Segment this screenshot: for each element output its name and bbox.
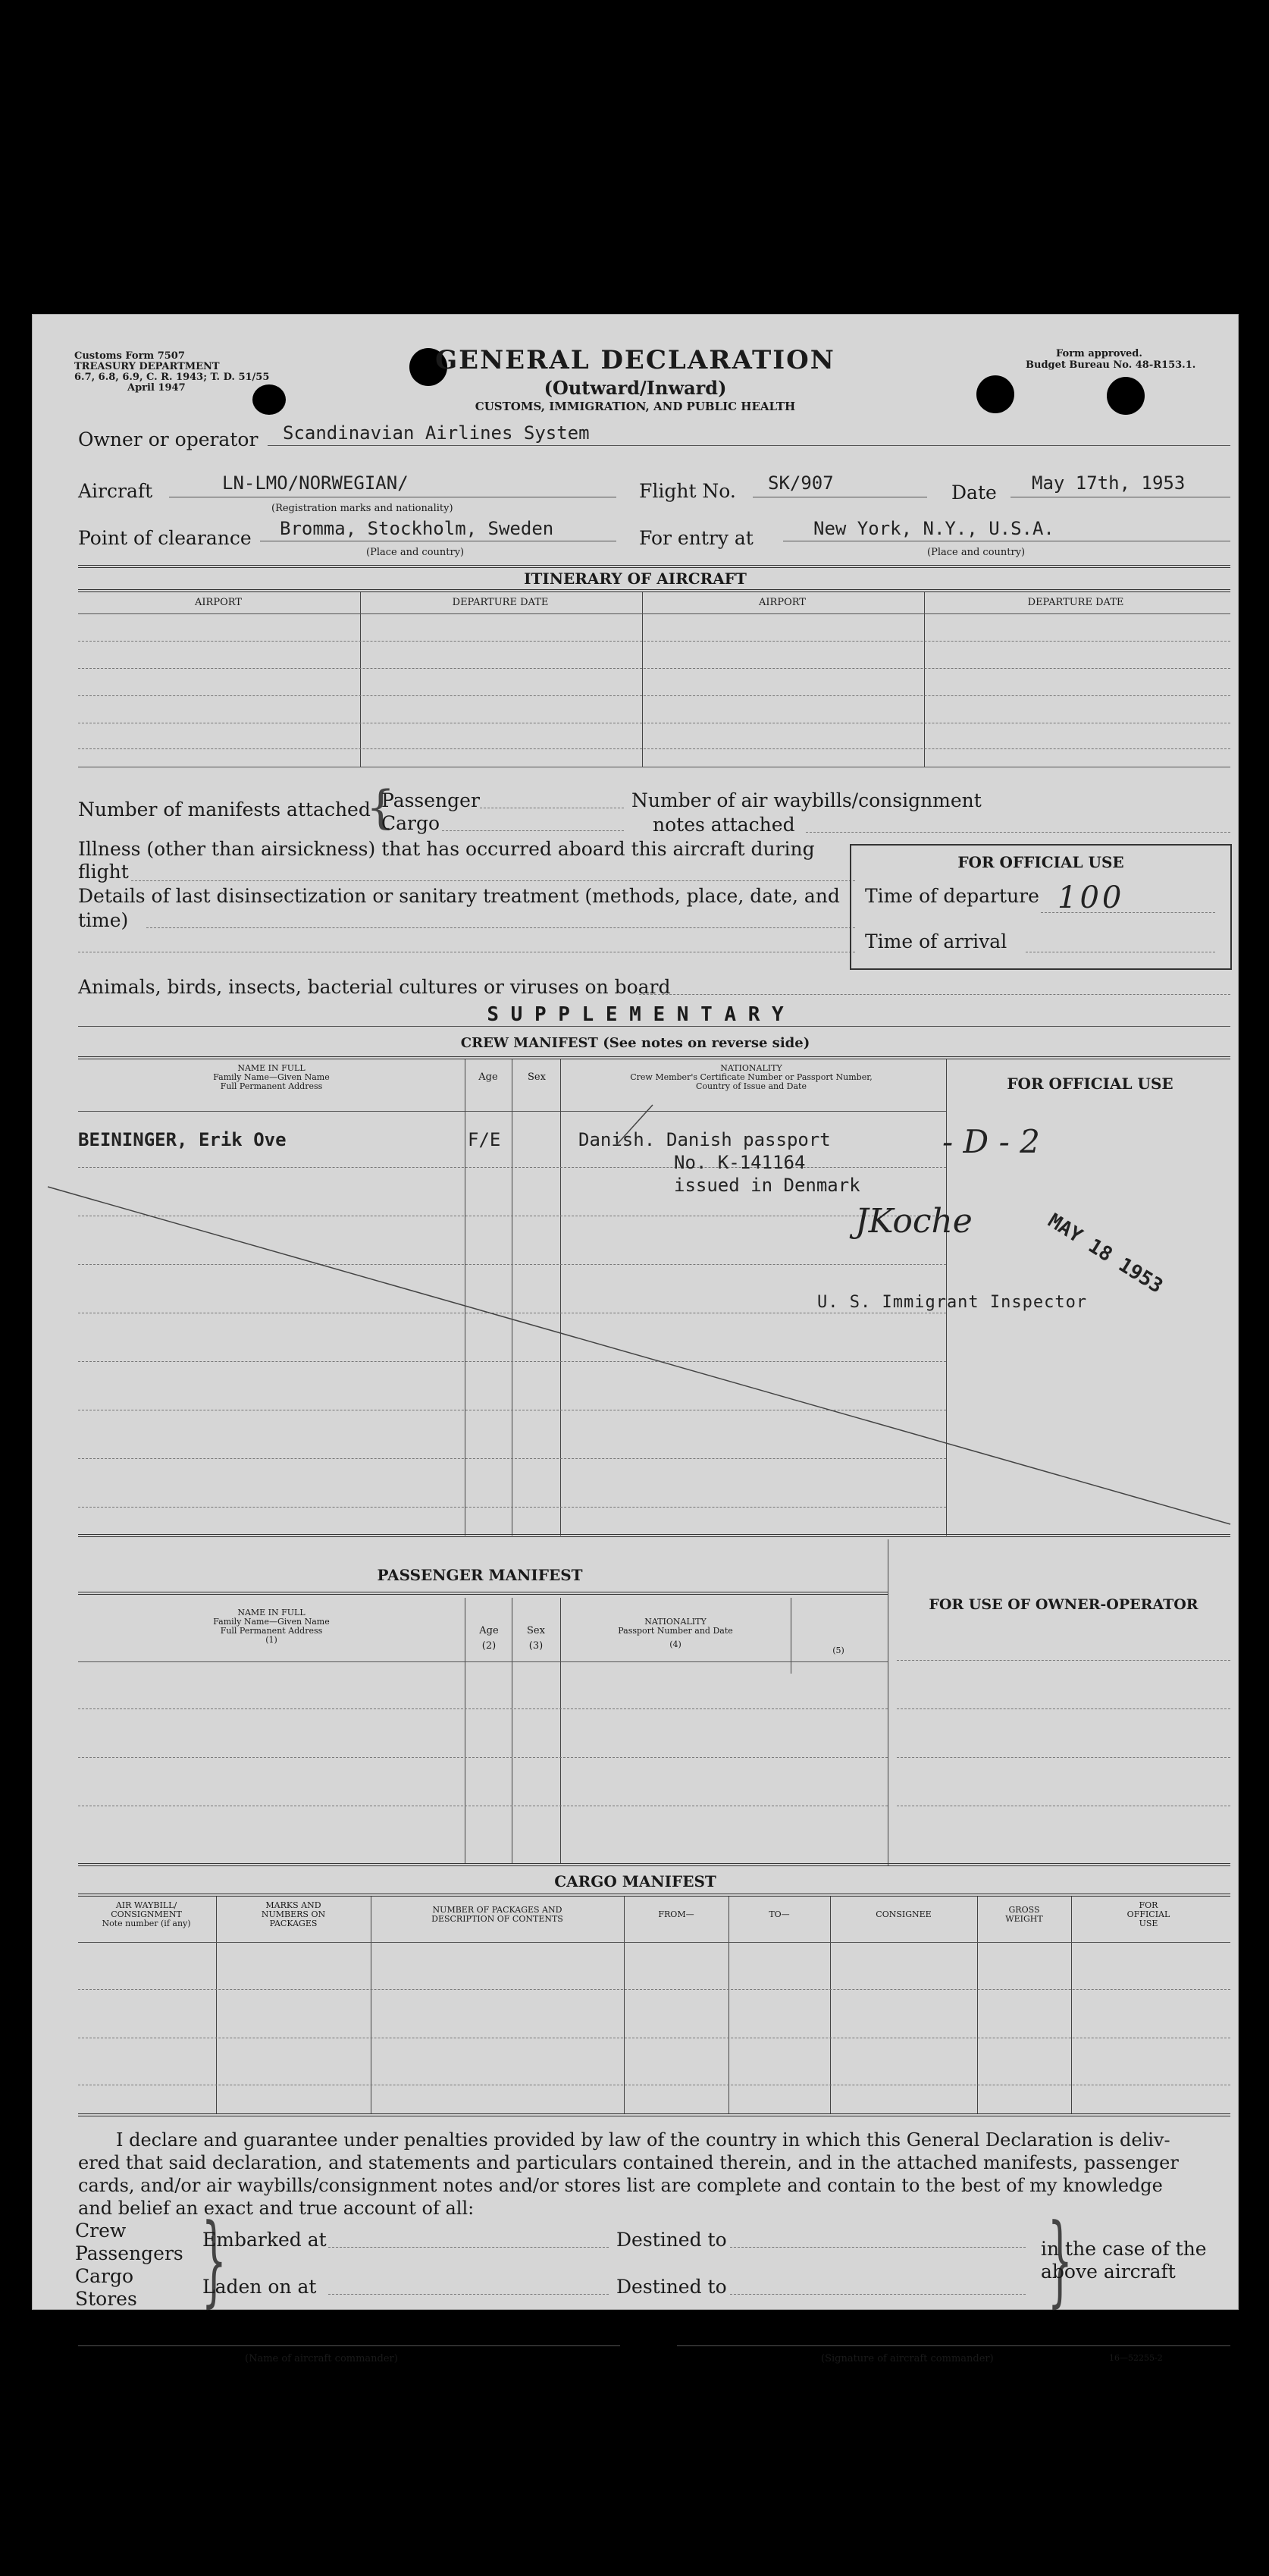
- cargo-col-marks: [218, 1901, 369, 1928]
- inspector-signature: JKoche: [855, 1202, 973, 1241]
- cargo-col-waybill-2: CONSIGNMENT: [111, 1909, 182, 1919]
- passengers-word: Passengers: [75, 2242, 183, 2264]
- illness-label: Illness (other than airsickness) that has occurred aboard this aircraft during: [78, 838, 815, 860]
- crew-col-sex: Sex: [528, 1072, 546, 1083]
- arrival-time-label: Time of arrival: [865, 930, 1007, 952]
- passenger-col-nat-title: NATIONALITY: [644, 1617, 707, 1627]
- itinerary-col-airport-2: AIRPORT: [759, 597, 806, 608]
- passenger-col-2: (2): [481, 1640, 497, 1652]
- crew-col-name-sub: Family Name—Given Name: [213, 1072, 330, 1082]
- agencies-line: CUSTOMS, IMMIGRATION, AND PUBLIC HEALTH: [475, 400, 796, 413]
- cargo-col-marks-1: MARKS AND: [265, 1900, 321, 1910]
- crew-member-passport-number: No. K-141164: [674, 1152, 806, 1173]
- owner-label: Owner or operator: [78, 428, 258, 450]
- flight-label: Flight No.: [639, 480, 736, 502]
- embarked-label: Embarked at: [202, 2229, 327, 2251]
- entry-value: New York, N.Y., U.S.A.: [813, 518, 1054, 539]
- passenger-col-age: [466, 1624, 512, 1654]
- departure-time-value: 100: [1058, 880, 1125, 915]
- aircraft-note: (Registration marks and nationality): [271, 503, 453, 514]
- stores-word: Stores: [75, 2288, 137, 2310]
- clearance-label: Point of clearance: [78, 527, 252, 549]
- passenger-col-name-title: NAME IN FULL: [237, 1608, 306, 1617]
- crew-col-name-sub2: Full Permanent Address: [220, 1081, 323, 1091]
- waybills-label: Number of air waybills/consignment: [631, 789, 982, 811]
- time-word: time): [78, 909, 129, 931]
- passenger-col-age-title: Age: [479, 1625, 499, 1636]
- destined-label-1: Destined to: [616, 2229, 727, 2251]
- passenger-col-sex-title: Sex: [527, 1625, 545, 1636]
- brace-icon: {: [366, 781, 396, 834]
- stamp-date: MAY 18 1953: [1044, 1210, 1167, 1298]
- customs-form-number: Customs Form 7507: [74, 350, 185, 362]
- cargo-col-weight: [979, 1906, 1070, 1924]
- commander-signature-label: (Signature of aircraft commander): [821, 2353, 994, 2364]
- form-references: 6.7, 6.8, 6.9, C. R. 1943; T. D. 51/55: [74, 372, 270, 383]
- cargo-col-weight-1: GROSS: [1008, 1905, 1040, 1915]
- passenger-col-name-sub2: Full Permanent Address: [220, 1626, 323, 1636]
- inspector-stamp: U. S. Immigrant Inspector: [817, 1293, 1088, 1312]
- declaration-form: [32, 314, 1239, 2364]
- declaration-line-4: and belief an exact and true account of all:: [78, 2198, 475, 2219]
- budget-number: Budget Bureau No. 48-R153.1.: [1026, 359, 1196, 371]
- cargo-col-marks-3: PACKAGES: [269, 1919, 318, 1928]
- notes-attached-label: notes attached: [653, 814, 795, 836]
- clearance-note: (Place and country): [366, 547, 465, 558]
- crew-col-age: Age: [478, 1072, 498, 1083]
- crew-col-nat-sub: Crew Member's Certificate Number or Passport Number,: [630, 1072, 873, 1082]
- print-code: 16—52255-2: [1109, 2353, 1163, 2363]
- flight-word: flight: [78, 861, 129, 883]
- cargo-word: Cargo: [75, 2265, 134, 2287]
- crew-col-nat-title: NATIONALITY: [720, 1063, 782, 1073]
- cargo-col-weight-2: WEIGHT: [1005, 1914, 1043, 1924]
- passenger-col-nat-sub: Passport Number and Date: [618, 1626, 733, 1636]
- declaration-line-3: cards, and/or air waybills/consignment notes and/or stores list are complete and contain to the best of my knowledge: [78, 2175, 1163, 2196]
- page-title: GENERAL DECLARATION: [435, 345, 835, 375]
- brace-icon: }: [201, 2202, 227, 2317]
- cancel-line: [33, 315, 1238, 1604]
- crew-member-passport: Danish passport: [666, 1129, 831, 1150]
- cargo-col-official-3: USE: [1139, 1919, 1158, 1928]
- crew-col-nat-sub2: Country of Issue and Date: [695, 1081, 807, 1091]
- passenger-col-sex: [513, 1624, 559, 1654]
- form-date: April 1947: [127, 382, 186, 394]
- passenger-manifest-title: PASSENGER MANIFEST: [377, 1566, 583, 1584]
- cargo-col-waybill-3: Note number (if any): [102, 1919, 191, 1928]
- page-subtitle: (Outward/Inward): [544, 377, 727, 399]
- cargo-col-packages-1: NUMBER OF PACKAGES AND: [432, 1905, 562, 1915]
- official-use-title: FOR OFFICIAL USE: [957, 853, 1124, 871]
- cargo-label: Cargo: [381, 812, 440, 834]
- itinerary-title: ITINERARY OF AIRCRAFT: [524, 569, 747, 588]
- entry-note: (Place and country): [927, 547, 1026, 558]
- date-value: May 17th, 1953: [1032, 472, 1186, 494]
- cargo-col-waybill: [78, 1901, 215, 1928]
- destined-label-2: Destined to: [616, 2276, 727, 2298]
- owner-use-title: FOR USE OF OWNER-OPERATOR: [929, 1596, 1198, 1613]
- passenger-label: Passenger: [381, 789, 480, 811]
- passenger-col-name: [78, 1608, 465, 1645]
- clearance-value: Bromma, Stockholm, Sweden: [280, 518, 554, 539]
- crew-member-issued: issued in Denmark: [674, 1175, 860, 1196]
- crew-col-name-title: NAME IN FULL: [237, 1063, 306, 1073]
- cargo-col-consignee: CONSIGNEE: [876, 1909, 932, 1919]
- official-mark: - D - 2: [942, 1123, 1040, 1160]
- itinerary-col-airport: AIRPORT: [195, 597, 242, 608]
- crew-member-name: BEININGER, Erik Ove: [78, 1129, 287, 1150]
- manifests-label: Number of manifests attached: [78, 799, 371, 820]
- itinerary-col-departure-2: DEPARTURE DATE: [1027, 597, 1124, 608]
- passenger-col-3: (3): [528, 1640, 544, 1652]
- cargo-col-packages-2: DESCRIPTION OF CONTENTS: [431, 1914, 563, 1924]
- passenger-col-5: (5): [832, 1646, 844, 1655]
- passenger-col-name-sub: Family Name—Given Name: [213, 1617, 330, 1627]
- brace-icon: }: [1047, 2202, 1073, 2317]
- passenger-col-4: (4): [669, 1639, 682, 1649]
- treasury-department: TREASURY DEPARTMENT: [74, 361, 220, 372]
- declaration-line-1: I declare and guarantee under penalties provided by law of the country in which this General Declaration is deliv-: [116, 2129, 1170, 2151]
- flight-value: SK/907: [768, 472, 834, 494]
- cargo-col-packages: [372, 1906, 622, 1924]
- details-label: Details of last disinsectization or sanitary treatment (methods, place, date, and: [78, 885, 840, 907]
- cargo-col-to: TO—: [769, 1909, 790, 1919]
- form-approved: Form approved.: [1056, 348, 1142, 359]
- entry-label: For entry at: [639, 527, 754, 549]
- animals-label: Animals, birds, insects, bacterial cultures or viruses on board: [78, 976, 671, 998]
- declaration-line-2: ered that said declaration, and statements and particulars contained therein, and in the attached manifests, passenger: [78, 2152, 1179, 2173]
- cargo-col-from: FROM—: [658, 1909, 694, 1919]
- date-label: Date: [951, 482, 997, 504]
- crew-manifest-title: CREW MANIFEST (See notes on reverse side): [460, 1035, 810, 1051]
- cargo-manifest-title: CARGO MANIFEST: [554, 1872, 716, 1890]
- cargo-col-marks-2: NUMBERS ON: [261, 1909, 326, 1919]
- case-line-1: in the case of the: [1041, 2238, 1207, 2260]
- supplementary-heading: S U P P L E M E N T A R Y: [487, 1003, 784, 1026]
- aircraft-label: Aircraft: [78, 480, 153, 502]
- crew-col-official: FOR OFFICIAL USE: [1007, 1075, 1173, 1093]
- passenger-col-1: (1): [265, 1635, 277, 1645]
- declaration-items: [75, 2220, 183, 2311]
- cargo-col-official-2: OFFICIAL: [1126, 1909, 1170, 1919]
- owner-value: Scandinavian Airlines System: [283, 422, 590, 444]
- case-text: [1041, 2238, 1207, 2283]
- passenger-col-nationality: [562, 1617, 789, 1649]
- cargo-col-official: [1073, 1901, 1224, 1928]
- cargo-col-official-1: FOR: [1139, 1900, 1158, 1910]
- departure-time-label: Time of departure: [865, 885, 1039, 907]
- aircraft-value: LN-LMO/NORWEGIAN/: [222, 472, 409, 494]
- crew-member-nationality: Danish.: [578, 1129, 656, 1150]
- itinerary-col-departure: DEPARTURE DATE: [452, 597, 549, 608]
- cargo-col-waybill-1: AIR WAYBILL/: [115, 1900, 177, 1910]
- commander-name-label: (Name of aircraft commander): [245, 2353, 398, 2364]
- laden-label: Laden on at: [202, 2276, 317, 2298]
- crew-member-role: F/E: [468, 1129, 501, 1150]
- case-line-2: above aircraft: [1041, 2261, 1176, 2283]
- crew-word: Crew: [75, 2220, 127, 2242]
